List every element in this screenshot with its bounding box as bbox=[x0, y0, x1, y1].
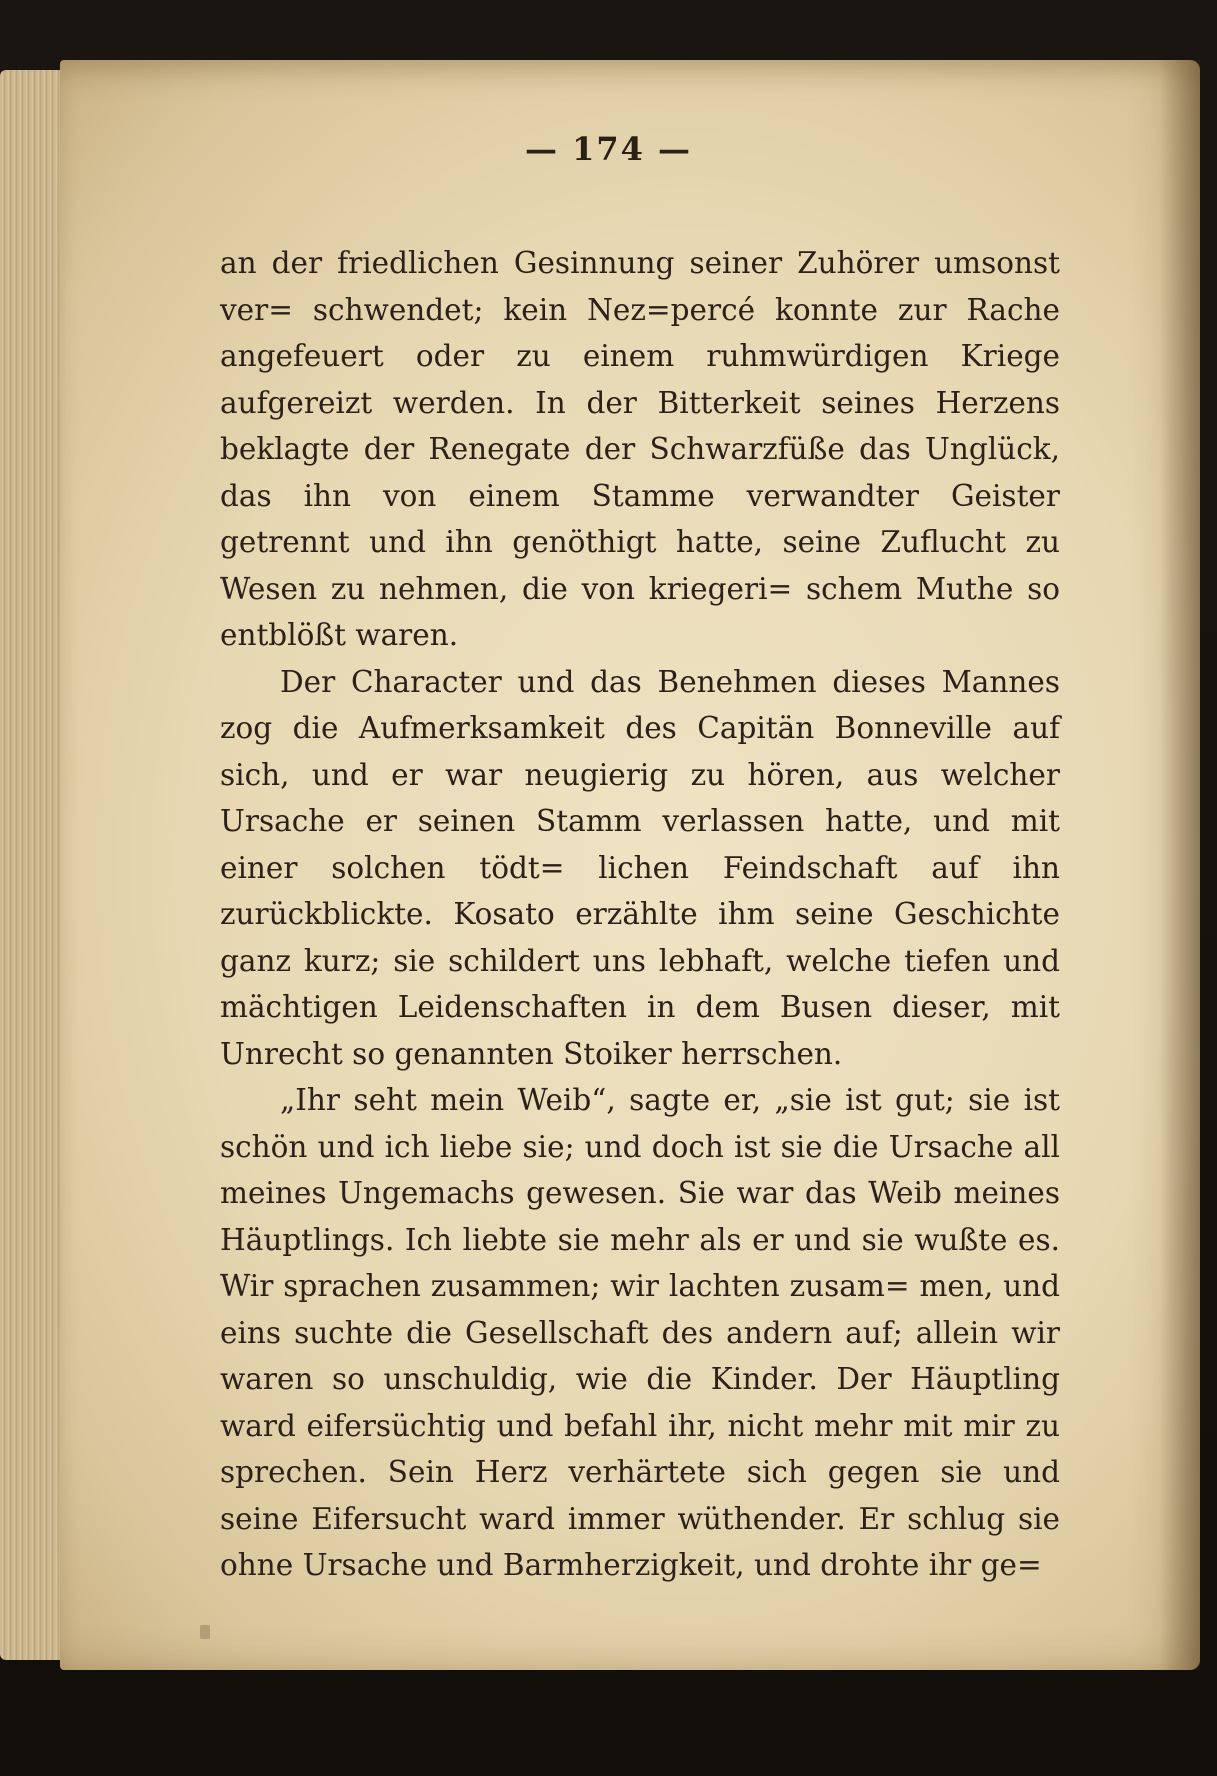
page-text bbox=[220, 240, 1060, 1589]
paragraph-3: „Ihr seht mein Weib“, sagte er, „sie ist gut; sie ist schön und ich liebe sie; und doch ist sie die Ursache all meines Ungemachs gewesen. Sie war das Weib meines Häuptlings. Ich liebte sie mehr als er und sie wußte es. Wir sprachen zusammen; wir lachten zusam= men, und eins suchte die Gesellschaft des andern auf; allein wir waren so unschuldig, wie die Kinder. Der Häuptling ward eifersüchtig und befahl ihr, nicht mehr mit mir zu sprechen. Sein Herz verhärtete sich gegen sie und seine Eifersucht ward immer wüthender. Er schlug sie ohne Ursache und Barmherzigkeit, und drohte ihr ge= bbox=[220, 1083, 1060, 1582]
paragraph-2: Der Character und das Benehmen dieses Mannes zog die Aufmerksamkeit des Capitän Bonneville auf sich, und er war neugierig zu hören, aus welcher Ursache er seinen Stamm verlassen hatte, und mit einer solchen tödt= lichen Feindschaft auf ihn zurückblickte. Kosato erzählte ihm seine Geschichte ganz kurz; sie schildert uns lebhaft, welche tiefen und mächtigen Leidenschaften in dem Busen dieser, mit Unrecht so genannten Stoiker herrschen. bbox=[220, 664, 1060, 1071]
paragraph-1: an der friedlichen Gesinnung seiner Zuhörer umsonst ver= schwendet; kein Nez=percé konnte zur Rache angefeuert oder zu einem ruhmwürdigen Kriege aufgereizt werden. In der Bitterkeit seines Herzens beklagte der Renegate der Schwarzfüße das Unglück, das ihn von einem Stamme verwandter Geister getrennt und ihn genöthigt hatte, seine Zuflucht zu Wesen zu nehmen, die von kriegeri= schem Muthe so entblößt waren. bbox=[220, 246, 1060, 652]
page-number-header: — 174 — bbox=[524, 130, 693, 168]
paper-stain bbox=[200, 1625, 210, 1639]
gutter-shadow bbox=[1160, 60, 1200, 1670]
